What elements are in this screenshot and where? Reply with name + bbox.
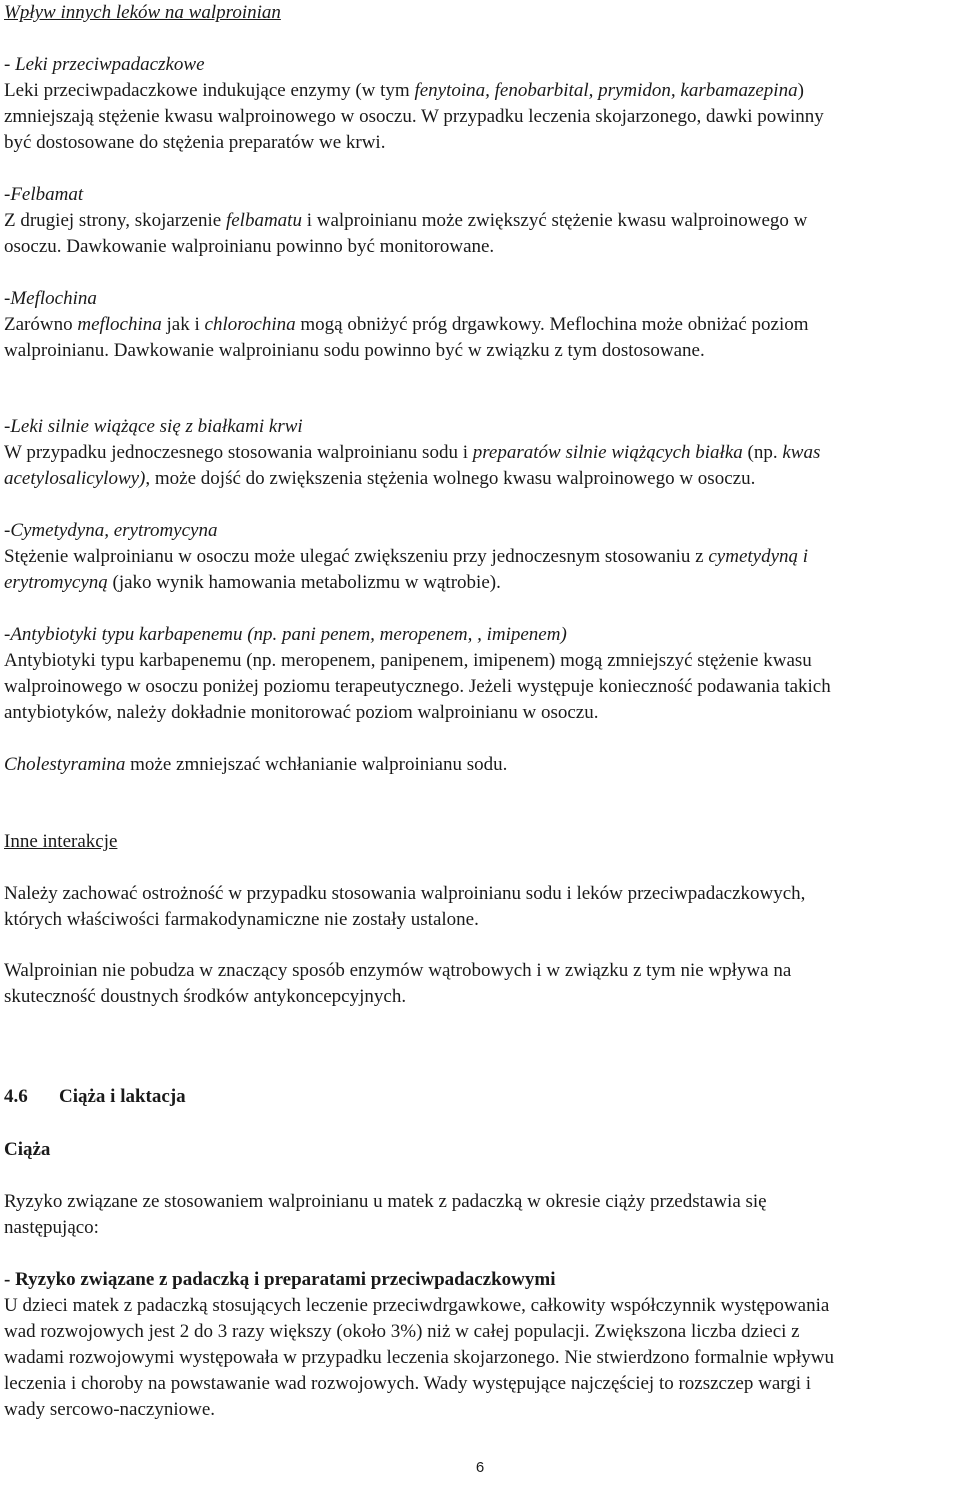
meflochina-line: walproinianu. Dawkowanie walproinianu sodu powinno być w związku z tym dostosowane.	[4, 340, 705, 361]
other-interactions-line: których właściwości farmakodynamiczne nie zostały ustalone.	[4, 909, 479, 930]
felbamat-line: osoczu. Dawkowanie walproinianu powinno być monitorowane.	[4, 236, 495, 257]
pregnancy-intro-line: następująco:	[4, 1217, 99, 1238]
antiepileptics-line: być dostosowane do stężenia preparatów we krwi.	[4, 132, 386, 153]
antiepileptics-heading: - Leki przeciwpadaczkowe	[4, 54, 205, 75]
pregnancy-subheading: Ciąża	[4, 1139, 51, 1160]
meflochina-heading: -Meflochina	[4, 288, 97, 309]
carbapenems-line: antybiotyków, należy dokładnie monitorować poziom walproinianu w osoczu.	[4, 702, 599, 723]
risk-line: wadami rozwojowymi występowała w przypadku leczenia skojarzonego. Nie stwierdzono formalnie wpływu	[4, 1347, 834, 1368]
antiepileptics-line: Leki przeciwpadaczkowe indukujące enzymy (w tym fenytoina, fenobarbital, prymidon, karbamazepina)	[4, 80, 804, 101]
protein-binding-line: W przypadku jednoczesnego stosowania walproinianu sodu i preparatów silnie wiążących białka (np. kwas	[4, 442, 821, 463]
felbamat-heading: -Felbamat	[4, 184, 84, 205]
section-number: 4.6	[4, 1086, 28, 1107]
carbapenems-line: walproinowego w osoczu poniżej poziomu terapeutycznego. Jeżeli występuje konieczność podawania takich	[4, 676, 831, 697]
risk-line: U dzieci matek z padaczką stosujących leczenie przeciwdrgawkowe, całkowity współczynnik występowania	[4, 1295, 830, 1316]
page-number: 6	[475, 1459, 485, 1476]
section-heading: Ciąża i laktacja	[59, 1086, 186, 1107]
carbapenems-line: Antybiotyki typu karbapenemu (np. meropenem, panipenem, imipenem) mogą zmniejszyć stężenie kwasu	[4, 650, 812, 671]
cymetydyna-heading: -Cymetydyna, erytromycyna	[4, 520, 218, 541]
risk-line: leczenia i choroby na powstawanie wad rozwojowych. Wady występujące najczęściej to rozszczep wargi i	[4, 1373, 812, 1394]
protein-binding-heading: -Leki silnie wiążące się z białkami krwi	[4, 416, 303, 437]
risk-line: wady sercowo-naczyniowe.	[4, 1399, 216, 1420]
section-title: Wpływ innych leków na walproinian	[4, 2, 281, 23]
other-interactions-heading: Inne interakcje	[4, 831, 118, 852]
antiepileptics-line: zmniejszają stężenie kwasu walproinowego w osoczu. W przypadku leczenia skojarzonego, dawki powinny	[4, 106, 824, 127]
other-interactions-line: Walproinian nie pobudza w znaczący sposób enzymów wątrobowych i w związku z tym nie wpływa na	[4, 960, 792, 981]
cymetydyna-line: Stężenie walproinianu w osoczu może ulegać zwiększeniu przy jednoczesnym stosowaniu z cymetydyną i	[4, 546, 809, 567]
protein-binding-line: acetylosalicylowy), może dojść do zwiększenia stężenia wolnego kwasu walproinowego w osoczu.	[4, 468, 756, 489]
other-interactions-line: Należy zachować ostrożność w przypadku stosowania walproinianu sodu i leków przeciwpadaczkowych,	[4, 883, 806, 904]
cholestyramine-line: Cholestyramina może zmniejszać wchłanianie walproinianu sodu.	[4, 754, 508, 775]
meflochina-line: Zarówno meflochina jak i chlorochina mogą obniżyć próg drgawkowy. Meflochina może obniżać poziom	[4, 314, 809, 335]
pregnancy-intro-line: Ryzyko związane ze stosowaniem walproinianu u matek z padaczką w okresie ciąży przedstawia się	[4, 1191, 767, 1212]
risk-heading: - Ryzyko związane z padaczką i preparatami przeciwpadaczkowymi	[4, 1269, 556, 1290]
felbamat-line: Z drugiej strony, skojarzenie felbamatu i walproinianu może zwiększyć stężenie kwasu walproinowego w	[4, 210, 808, 231]
cymetydyna-line: erytromycyną (jako wynik hamowania metabolizmu w wątrobie).	[4, 572, 501, 593]
other-interactions-line: skuteczność doustnych środków antykoncepcyjnych.	[4, 986, 407, 1007]
risk-line: wad rozwojowych jest 2 do 3 razy większy (około 3%) niż w całej populacji. Zwiększona liczba dzieci z	[4, 1321, 800, 1342]
carbapenems-heading: -Antybiotyki typu karbapenemu (np. pani penem, meropenem, , imipenem)	[4, 624, 567, 645]
